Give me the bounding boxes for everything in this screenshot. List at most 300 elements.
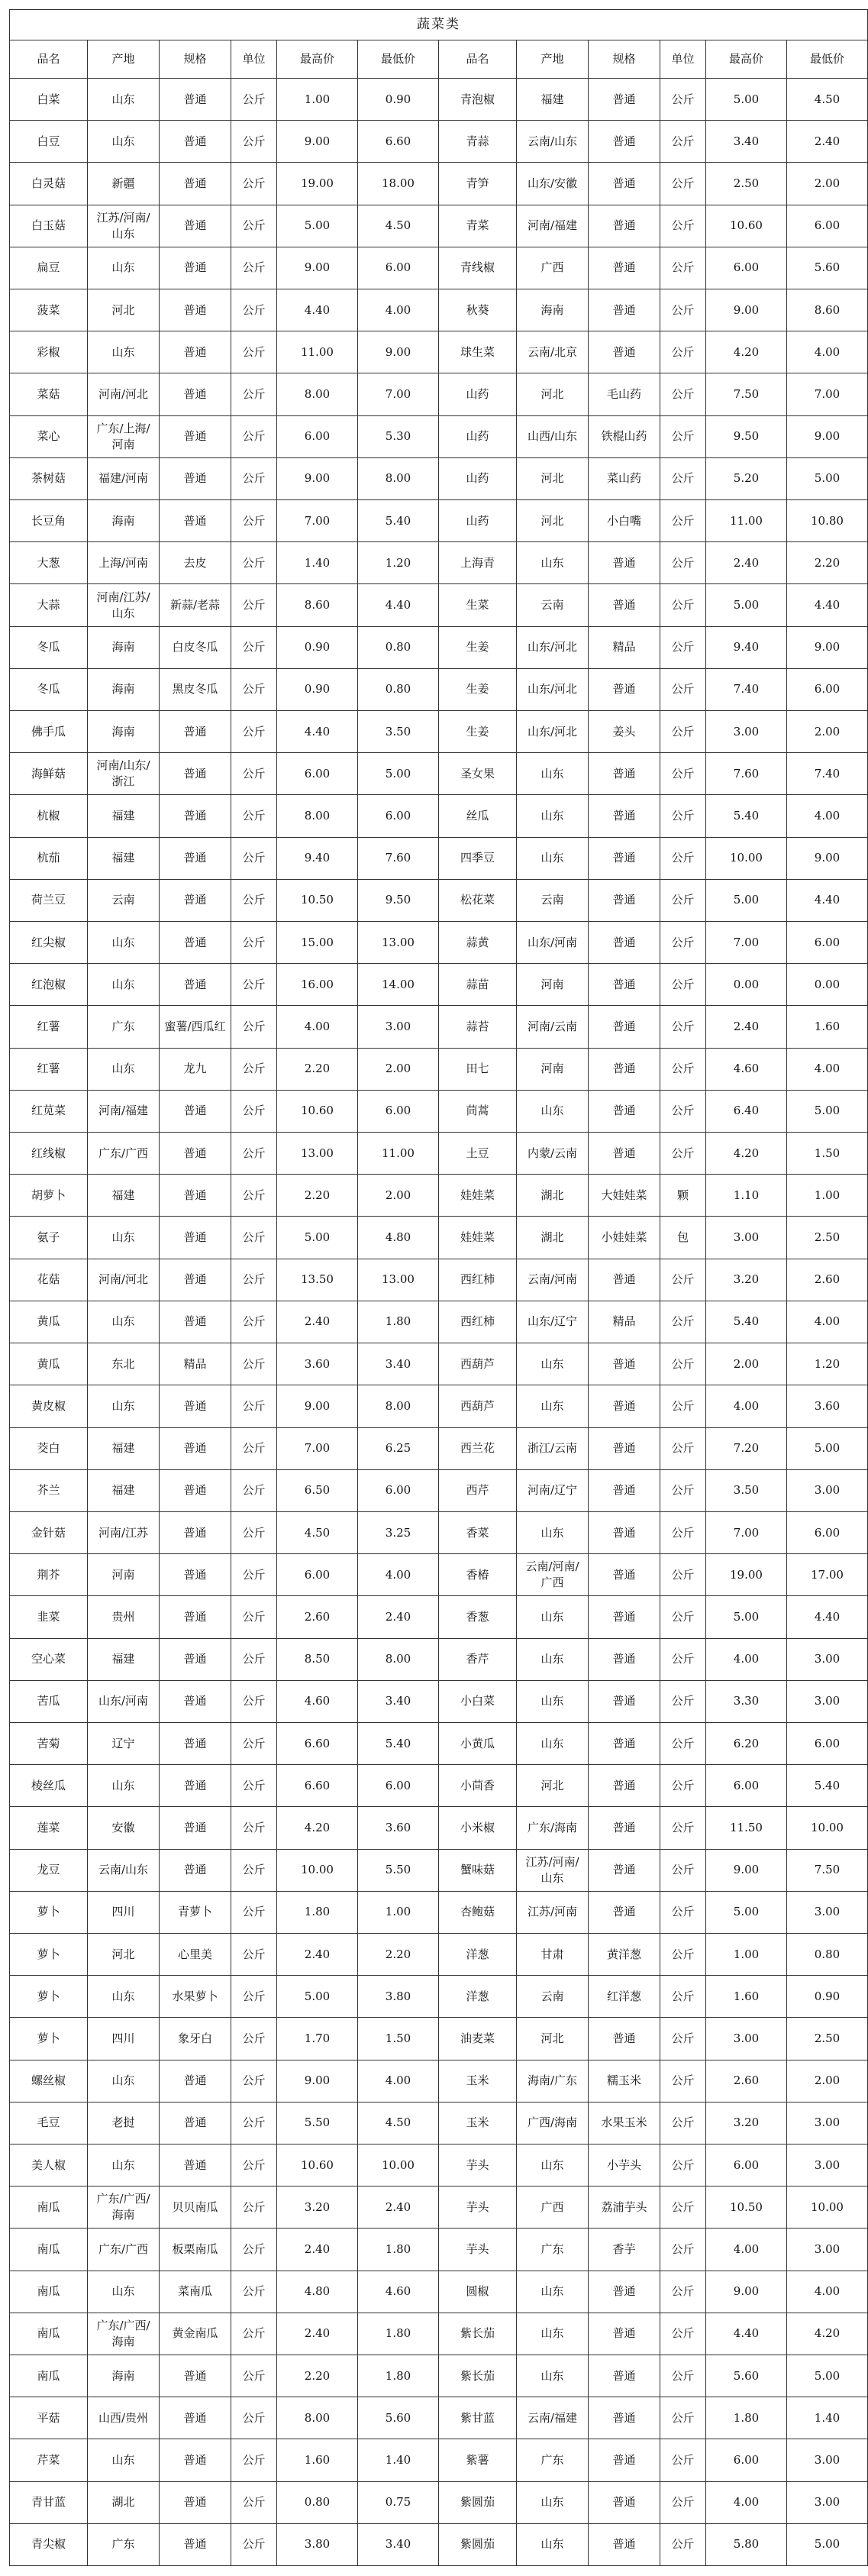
cell-spec-right: 普通 <box>589 1891 660 1933</box>
cell-spec-left: 新蒜/老蒜 <box>160 584 231 626</box>
cell-spec-left: 普通 <box>160 1596 231 1638</box>
cell-origin-left: 河南/江苏/山东 <box>88 584 160 626</box>
cell-unit-right: 公斤 <box>660 1765 706 1807</box>
cell-unit-left: 公斤 <box>231 964 277 1006</box>
cell-origin-right: 山东 <box>517 2481 589 2523</box>
table-row <box>10 2439 868 2481</box>
table-row <box>10 457 868 499</box>
cell-spec-left: 普通 <box>160 2439 231 2481</box>
cell-min-price-right: 4.00 <box>787 1301 868 1343</box>
cell-unit-right: 公斤 <box>660 79 706 121</box>
cell-min-price-left: 3.50 <box>358 711 439 753</box>
table-row <box>10 964 868 1006</box>
table-row <box>10 1217 868 1259</box>
cell-min-price-left: 3.40 <box>358 2523 439 2565</box>
cell-min-price-left: 4.00 <box>358 2060 439 2102</box>
cell-spec-right: 普通 <box>589 2397 660 2439</box>
cell-origin-right: 广西 <box>517 247 589 289</box>
cell-unit-left: 公斤 <box>231 79 277 121</box>
table-row <box>10 1048 868 1090</box>
cell-name-right: 松花菜 <box>439 879 517 921</box>
cell-origin-right: 山东 <box>517 2355 589 2397</box>
cell-spec-left: 普通 <box>160 2481 231 2523</box>
cell-origin-right: 广东 <box>517 2439 589 2481</box>
cell-min-price-left: 7.00 <box>358 373 439 415</box>
cell-max-price-right: 6.00 <box>706 1765 787 1807</box>
cell-unit-right: 公斤 <box>660 121 706 163</box>
cell-origin-left: 山东/河南 <box>88 1680 160 1722</box>
cell-spec-left: 普通 <box>160 753 231 795</box>
cell-unit-right: 公斤 <box>660 1976 706 2018</box>
cell-min-price-left: 3.60 <box>358 1807 439 1849</box>
cell-min-price-left: 4.00 <box>358 1554 439 1596</box>
table-row <box>10 1259 868 1301</box>
cell-min-price-left: 3.00 <box>358 1006 439 1048</box>
cell-min-price-right: 3.00 <box>787 2144 868 2186</box>
table-row <box>10 753 868 795</box>
cell-spec-right: 铁棍山药 <box>589 415 660 457</box>
cell-max-price-left: 8.00 <box>277 373 358 415</box>
cell-spec-left: 精品 <box>160 1343 231 1385</box>
cell-origin-left: 四川 <box>88 1891 160 1933</box>
cell-name-right: 球生菜 <box>439 331 517 373</box>
cell-max-price-left: 7.00 <box>277 500 358 542</box>
cell-min-price-right: 1.20 <box>787 1343 868 1385</box>
table-body <box>10 79 868 2566</box>
cell-min-price-right: 5.00 <box>787 2523 868 2565</box>
cell-min-price-right: 2.60 <box>787 1259 868 1301</box>
header-min-price-left: 最低价 <box>358 40 439 79</box>
cell-max-price-right: 9.00 <box>706 1849 787 1891</box>
cell-max-price-right: 5.40 <box>706 795 787 837</box>
cell-min-price-left: 4.60 <box>358 2271 439 2313</box>
cell-name-right: 丝瓜 <box>439 795 517 837</box>
cell-min-price-right: 8.60 <box>787 289 868 331</box>
cell-origin-left: 海南 <box>88 626 160 668</box>
cell-unit-left: 公斤 <box>231 1933 277 1975</box>
cell-spec-right: 普通 <box>589 1722 660 1764</box>
cell-max-price-right: 3.00 <box>706 1217 787 1259</box>
cell-origin-left: 湖北 <box>88 2481 160 2523</box>
cell-max-price-left: 19.00 <box>277 163 358 205</box>
cell-unit-left: 公斤 <box>231 331 277 373</box>
cell-name-left: 南瓜 <box>10 2271 88 2313</box>
cell-max-price-right: 2.60 <box>706 2060 787 2102</box>
cell-name-right: 紫圆茄 <box>439 2481 517 2523</box>
cell-max-price-left: 2.40 <box>277 1301 358 1343</box>
cell-spec-left: 蜜薯/西瓜红 <box>160 1006 231 1048</box>
cell-name-right: 香椿 <box>439 1554 517 1596</box>
cell-max-price-right: 4.20 <box>706 1133 787 1175</box>
cell-unit-right: 公斤 <box>660 2271 706 2313</box>
cell-name-left: 白灵菇 <box>10 163 88 205</box>
cell-max-price-left: 9.40 <box>277 837 358 879</box>
vegetable-price-table <box>9 9 868 2566</box>
cell-min-price-right: 3.00 <box>787 1680 868 1722</box>
cell-origin-left: 福建 <box>88 1427 160 1469</box>
table-row <box>10 2018 868 2060</box>
price-table-container <box>9 9 844 2566</box>
cell-origin-left: 山东 <box>88 1048 160 1090</box>
cell-unit-right: 公斤 <box>660 668 706 710</box>
cell-origin-left: 河南/福建 <box>88 1090 160 1132</box>
cell-min-price-left: 5.40 <box>358 1722 439 1764</box>
cell-unit-right: 公斤 <box>660 415 706 457</box>
header-origin-left: 产地 <box>88 40 160 79</box>
cell-max-price-right: 7.60 <box>706 753 787 795</box>
cell-name-right: 杏鲍菇 <box>439 1891 517 1933</box>
cell-origin-right: 广东/海南 <box>517 1807 589 1849</box>
cell-min-price-left: 1.80 <box>358 2229 439 2271</box>
cell-origin-left: 河北 <box>88 289 160 331</box>
cell-name-right: 青泡椒 <box>439 79 517 121</box>
cell-name-right: 西芹 <box>439 1469 517 1511</box>
cell-max-price-left: 0.90 <box>277 668 358 710</box>
cell-min-price-right: 3.00 <box>787 2439 868 2481</box>
cell-name-left: 芹菜 <box>10 2439 88 2481</box>
cell-max-price-left: 10.00 <box>277 1849 358 1891</box>
cell-spec-left: 去皮 <box>160 542 231 584</box>
cell-max-price-right: 11.50 <box>706 1807 787 1849</box>
cell-min-price-right: 4.20 <box>787 2313 868 2355</box>
table-row <box>10 626 868 668</box>
cell-unit-right: 公斤 <box>660 795 706 837</box>
cell-unit-left: 公斤 <box>231 2060 277 2102</box>
cell-origin-right: 云南/北京 <box>517 331 589 373</box>
cell-name-left: 萝卜 <box>10 1976 88 2018</box>
cell-spec-right: 小娃娃菜 <box>589 1217 660 1259</box>
cell-min-price-left: 1.40 <box>358 2439 439 2481</box>
cell-max-price-left: 4.40 <box>277 289 358 331</box>
cell-origin-left: 云南/山东 <box>88 1849 160 1891</box>
cell-unit-left: 公斤 <box>231 2271 277 2313</box>
cell-max-price-right: 2.40 <box>706 542 787 584</box>
cell-max-price-right: 3.20 <box>706 1259 787 1301</box>
cell-min-price-left: 7.60 <box>358 837 439 879</box>
cell-unit-left: 公斤 <box>231 2187 277 2229</box>
cell-name-left: 龙豆 <box>10 1849 88 1891</box>
cell-origin-right: 福建 <box>517 79 589 121</box>
cell-origin-left: 广东/上海/河南 <box>88 415 160 457</box>
cell-max-price-left: 4.00 <box>277 1006 358 1048</box>
cell-max-price-left: 2.20 <box>277 1048 358 1090</box>
cell-max-price-right: 3.50 <box>706 1469 787 1511</box>
cell-max-price-left: 9.00 <box>277 457 358 499</box>
cell-origin-right: 云南/河南/广西 <box>517 1554 589 1596</box>
cell-spec-left: 普通 <box>160 879 231 921</box>
cell-spec-left: 普通 <box>160 163 231 205</box>
cell-unit-right: 公斤 <box>660 1596 706 1638</box>
cell-unit-left: 公斤 <box>231 121 277 163</box>
cell-unit-right: 公斤 <box>660 2102 706 2144</box>
cell-name-left: 花菇 <box>10 1259 88 1301</box>
cell-unit-right: 公斤 <box>660 2523 706 2565</box>
cell-name-right: 芋头 <box>439 2229 517 2271</box>
header-name-right: 品名 <box>439 40 517 79</box>
cell-spec-right: 普通 <box>589 1259 660 1301</box>
cell-unit-right: 公斤 <box>660 1301 706 1343</box>
cell-max-price-right: 19.00 <box>706 1554 787 1596</box>
cell-spec-right: 毛山药 <box>589 373 660 415</box>
cell-unit-left: 公斤 <box>231 247 277 289</box>
cell-spec-right: 小白嘴 <box>589 500 660 542</box>
cell-min-price-right: 3.00 <box>787 1891 868 1933</box>
table-row <box>10 1976 868 2018</box>
cell-origin-left: 山东 <box>88 1301 160 1343</box>
cell-origin-right: 山东 <box>517 1385 589 1427</box>
cell-unit-left: 公斤 <box>231 1175 277 1217</box>
cell-unit-right: 公斤 <box>660 2060 706 2102</box>
cell-min-price-left: 5.50 <box>358 1849 439 1891</box>
cell-min-price-left: 5.30 <box>358 415 439 457</box>
cell-max-price-right: 4.40 <box>706 2313 787 2355</box>
cell-name-left: 南瓜 <box>10 2187 88 2229</box>
cell-origin-right: 内蒙/云南 <box>517 1133 589 1175</box>
cell-origin-right: 河北 <box>517 457 589 499</box>
cell-origin-right: 山东/河北 <box>517 711 589 753</box>
cell-unit-left: 公斤 <box>231 2313 277 2355</box>
cell-name-left: 白菜 <box>10 79 88 121</box>
cell-max-price-left: 6.50 <box>277 1469 358 1511</box>
cell-spec-right: 水果玉米 <box>589 2102 660 2144</box>
cell-unit-left: 公斤 <box>231 289 277 331</box>
cell-origin-left: 贵州 <box>88 1596 160 1638</box>
cell-max-price-left: 4.20 <box>277 1807 358 1849</box>
table-row <box>10 2397 868 2439</box>
cell-unit-left: 公斤 <box>231 1765 277 1807</box>
cell-max-price-right: 0.00 <box>706 964 787 1006</box>
cell-min-price-left: 1.80 <box>358 2355 439 2397</box>
cell-name-left: 南瓜 <box>10 2313 88 2355</box>
cell-origin-right: 山东/河北 <box>517 668 589 710</box>
cell-origin-right: 河南 <box>517 964 589 1006</box>
cell-origin-right: 山东 <box>517 1596 589 1638</box>
cell-name-left: 氨子 <box>10 1217 88 1259</box>
cell-name-right: 山药 <box>439 373 517 415</box>
cell-origin-left: 山东 <box>88 2439 160 2481</box>
cell-name-right: 玉米 <box>439 2060 517 2102</box>
cell-min-price-right: 17.00 <box>787 1554 868 1596</box>
cell-name-left: 荷兰豆 <box>10 879 88 921</box>
cell-name-right: 洋葱 <box>439 1933 517 1975</box>
cell-spec-left: 普通 <box>160 964 231 1006</box>
cell-spec-right: 普通 <box>589 964 660 1006</box>
cell-name-left: 冬瓜 <box>10 626 88 668</box>
cell-origin-right: 山东 <box>517 2523 589 2565</box>
cell-origin-right: 山东 <box>517 1511 589 1553</box>
cell-origin-left: 老挝 <box>88 2102 160 2144</box>
cell-spec-right: 普通 <box>589 289 660 331</box>
cell-max-price-right: 2.50 <box>706 163 787 205</box>
cell-min-price-left: 18.00 <box>358 163 439 205</box>
cell-spec-right: 普通 <box>589 2439 660 2481</box>
cell-spec-right: 普通 <box>589 1638 660 1680</box>
cell-unit-right: 公斤 <box>660 1638 706 1680</box>
table-row <box>10 1301 868 1343</box>
cell-max-price-left: 15.00 <box>277 922 358 964</box>
cell-origin-left: 福建 <box>88 1175 160 1217</box>
cell-name-right: 西葫芦 <box>439 1343 517 1385</box>
cell-spec-right: 普通 <box>589 1048 660 1090</box>
cell-min-price-right: 3.00 <box>787 2102 868 2144</box>
cell-max-price-right: 10.50 <box>706 2187 787 2229</box>
cell-unit-left: 公斤 <box>231 711 277 753</box>
cell-max-price-right: 1.80 <box>706 2397 787 2439</box>
cell-spec-left: 水果萝卜 <box>160 1976 231 2018</box>
cell-unit-left: 公斤 <box>231 1343 277 1385</box>
cell-spec-right: 黄洋葱 <box>589 1933 660 1975</box>
cell-max-price-right: 4.00 <box>706 2481 787 2523</box>
cell-spec-right: 普通 <box>589 2313 660 2355</box>
header-min-price-right: 最低价 <box>787 40 868 79</box>
cell-name-right: 茼蒿 <box>439 1090 517 1132</box>
cell-origin-left: 河南/江苏 <box>88 1511 160 1553</box>
table-row <box>10 2229 868 2271</box>
cell-unit-left: 公斤 <box>231 1090 277 1132</box>
cell-name-right: 生菜 <box>439 584 517 626</box>
cell-max-price-right: 5.20 <box>706 457 787 499</box>
cell-max-price-left: 2.60 <box>277 1596 358 1638</box>
cell-spec-left: 青萝卜 <box>160 1891 231 1933</box>
cell-unit-right: 公斤 <box>660 1006 706 1048</box>
cell-min-price-left: 4.50 <box>358 2102 439 2144</box>
cell-unit-left: 公斤 <box>231 1301 277 1343</box>
cell-min-price-right: 10.00 <box>787 1807 868 1849</box>
cell-name-right: 芋头 <box>439 2144 517 2186</box>
table-row <box>10 1722 868 1764</box>
cell-min-price-left: 8.00 <box>358 457 439 499</box>
cell-min-price-right: 2.50 <box>787 2018 868 2060</box>
cell-unit-left: 公斤 <box>231 2355 277 2397</box>
cell-max-price-right: 6.40 <box>706 1090 787 1132</box>
cell-unit-left: 公斤 <box>231 2102 277 2144</box>
cell-max-price-right: 1.10 <box>706 1175 787 1217</box>
cell-min-price-left: 2.00 <box>358 1175 439 1217</box>
cell-origin-left: 海南 <box>88 2355 160 2397</box>
cell-min-price-left: 6.00 <box>358 1469 439 1511</box>
table-row <box>10 1006 868 1048</box>
cell-spec-right: 普通 <box>589 1133 660 1175</box>
cell-origin-left: 广东/广西/海南 <box>88 2313 160 2355</box>
cell-unit-left: 公斤 <box>231 1385 277 1427</box>
cell-name-left: 胡萝卜 <box>10 1175 88 1217</box>
cell-name-right: 香葱 <box>439 1596 517 1638</box>
cell-name-right: 娃娃菜 <box>439 1217 517 1259</box>
cell-min-price-left: 0.75 <box>358 2481 439 2523</box>
cell-min-price-right: 5.60 <box>787 247 868 289</box>
cell-name-left: 红苋菜 <box>10 1090 88 1132</box>
cell-spec-right: 普通 <box>589 205 660 247</box>
cell-max-price-left: 13.50 <box>277 1259 358 1301</box>
cell-max-price-right: 9.00 <box>706 2271 787 2313</box>
cell-spec-left: 普通 <box>160 1469 231 1511</box>
cell-max-price-right: 3.40 <box>706 121 787 163</box>
cell-spec-left: 龙九 <box>160 1048 231 1090</box>
table-row <box>10 1427 868 1469</box>
cell-spec-right: 普通 <box>589 163 660 205</box>
table-row <box>10 1133 868 1175</box>
cell-min-price-right: 2.00 <box>787 2060 868 2102</box>
cell-max-price-left: 1.80 <box>277 1891 358 1933</box>
cell-spec-right: 普通 <box>589 247 660 289</box>
cell-unit-left: 公斤 <box>231 1133 277 1175</box>
cell-spec-left: 普通 <box>160 1680 231 1722</box>
cell-max-price-right: 5.00 <box>706 584 787 626</box>
cell-max-price-right: 5.00 <box>706 79 787 121</box>
table-row <box>10 922 868 964</box>
cell-max-price-right: 7.00 <box>706 922 787 964</box>
cell-min-price-right: 9.00 <box>787 626 868 668</box>
cell-origin-left: 安徽 <box>88 1807 160 1849</box>
cell-origin-left: 海南 <box>88 500 160 542</box>
cell-origin-left: 山东 <box>88 2271 160 2313</box>
cell-unit-right: 公斤 <box>660 1259 706 1301</box>
cell-spec-left: 菜南瓜 <box>160 2271 231 2313</box>
cell-min-price-right: 2.40 <box>787 121 868 163</box>
cell-unit-left: 公斤 <box>231 1469 277 1511</box>
cell-name-left: 南瓜 <box>10 2229 88 2271</box>
cell-name-left: 彩椒 <box>10 331 88 373</box>
cell-name-right: 蒜苗 <box>439 964 517 1006</box>
cell-spec-left: 普通 <box>160 1133 231 1175</box>
cell-spec-right: 普通 <box>589 2018 660 2060</box>
cell-origin-left: 山东 <box>88 247 160 289</box>
cell-name-right: 蒜苔 <box>439 1006 517 1048</box>
cell-unit-right: 公斤 <box>660 205 706 247</box>
table-row <box>10 1891 868 1933</box>
cell-max-price-left: 10.60 <box>277 1090 358 1132</box>
cell-origin-left: 广东 <box>88 1006 160 1048</box>
cell-spec-left: 贝贝南瓜 <box>160 2187 231 2229</box>
cell-origin-right: 河北 <box>517 1765 589 1807</box>
cell-unit-right: 公斤 <box>660 1343 706 1385</box>
cell-origin-right: 河南/福建 <box>517 205 589 247</box>
cell-unit-left: 公斤 <box>231 2144 277 2186</box>
cell-spec-left: 普通 <box>160 1638 231 1680</box>
cell-name-left: 莲菜 <box>10 1807 88 1849</box>
cell-unit-right: 公斤 <box>660 1090 706 1132</box>
cell-unit-right: 公斤 <box>660 2187 706 2229</box>
cell-name-right: 生姜 <box>439 711 517 753</box>
cell-min-price-right: 7.40 <box>787 753 868 795</box>
cell-name-right: 西兰花 <box>439 1427 517 1469</box>
cell-unit-right: 公斤 <box>660 2439 706 2481</box>
header-max-price-left: 最高价 <box>277 40 358 79</box>
cell-max-price-left: 7.00 <box>277 1427 358 1469</box>
cell-min-price-right: 4.00 <box>787 795 868 837</box>
cell-origin-right: 山东 <box>517 753 589 795</box>
cell-unit-right: 公斤 <box>660 1469 706 1511</box>
cell-spec-left: 普通 <box>160 331 231 373</box>
cell-name-left: 美人椒 <box>10 2144 88 2186</box>
cell-origin-right: 山东 <box>517 1638 589 1680</box>
cell-max-price-left: 4.60 <box>277 1680 358 1722</box>
cell-origin-right: 山东 <box>517 837 589 879</box>
cell-spec-left: 普通 <box>160 247 231 289</box>
cell-origin-right: 山西/山东 <box>517 415 589 457</box>
table-row <box>10 2313 868 2355</box>
cell-unit-right: 公斤 <box>660 1722 706 1764</box>
cell-origin-right: 山东 <box>517 1090 589 1132</box>
cell-name-right: 紫圆茄 <box>439 2523 517 2565</box>
cell-spec-left: 普通 <box>160 795 231 837</box>
cell-max-price-left: 6.60 <box>277 1765 358 1807</box>
cell-name-right: 青菜 <box>439 205 517 247</box>
cell-origin-right: 江苏/河南/山东 <box>517 1849 589 1891</box>
cell-min-price-left: 2.40 <box>358 2187 439 2229</box>
table-row <box>10 1469 868 1511</box>
table-row <box>10 795 868 837</box>
